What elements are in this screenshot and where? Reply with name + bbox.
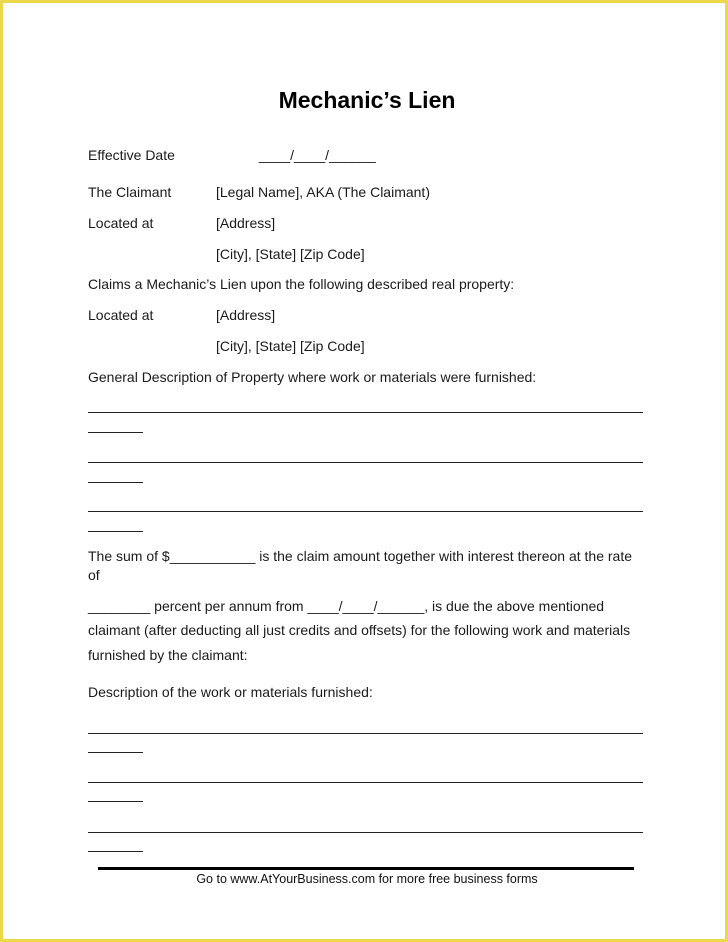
work-description-line-2-end[interactable] — [88, 801, 143, 802]
claims-intro-text: Claims a Mechanic’s Lien upon the following described real property: — [88, 276, 515, 292]
claimant-label: The Claimant — [88, 184, 172, 200]
property-located-label: Located at — [88, 307, 154, 323]
sum-paragraph-line-2: of — [88, 567, 100, 583]
general-description-label: General Description of Property where work or materials were furnished: — [88, 369, 537, 385]
property-description-line-3-end[interactable] — [88, 531, 143, 532]
work-description-line-1-end[interactable] — [88, 752, 143, 753]
work-description-line-2[interactable] — [88, 782, 643, 783]
property-description-line-2-end[interactable] — [88, 482, 143, 483]
property-description-line-2[interactable] — [88, 462, 643, 463]
claimant-address: [Address] — [216, 215, 276, 231]
effective-date-blank[interactable]: ____/____/______ — [259, 147, 376, 163]
property-address: [Address] — [216, 307, 276, 323]
claimant-city-state-zip: [City], [State] [Zip Code] — [216, 246, 365, 262]
work-description-line-1[interactable] — [88, 733, 643, 734]
work-description-line-3[interactable] — [88, 832, 643, 833]
work-description-line-3-end[interactable] — [88, 851, 143, 852]
property-description-line-3[interactable] — [88, 511, 643, 512]
footer-text[interactable]: Go to www.AtYourBusiness.com for more free business forms — [196, 872, 538, 886]
sum-paragraph-line-4: claimant (after deducting all just credits and offsets) for the following work and materials — [88, 622, 631, 638]
sum-paragraph-line-5: furnished by the claimant: — [88, 647, 248, 663]
work-description-label: Description of the work or materials furnished: — [88, 684, 373, 700]
claimant-name: [Legal Name], AKA (The Claimant) — [216, 184, 430, 200]
claimant-located-label: Located at — [88, 215, 154, 231]
effective-date-label: Effective Date — [88, 147, 175, 163]
sum-paragraph-line-3: ________ percent per annum from ____/____/______, is due the above mentioned — [88, 598, 605, 614]
property-description-line-1[interactable] — [88, 412, 643, 413]
sum-paragraph-line-1: The sum of $___________ is the claim amount together with interest thereon at the rate — [88, 548, 632, 564]
property-city-state-zip: [City], [State] [Zip Code] — [216, 338, 365, 354]
property-description-line-1-end[interactable] — [88, 432, 143, 433]
footer-divider — [98, 867, 634, 870]
page-title: Mechanic’s Lien — [278, 87, 456, 113]
